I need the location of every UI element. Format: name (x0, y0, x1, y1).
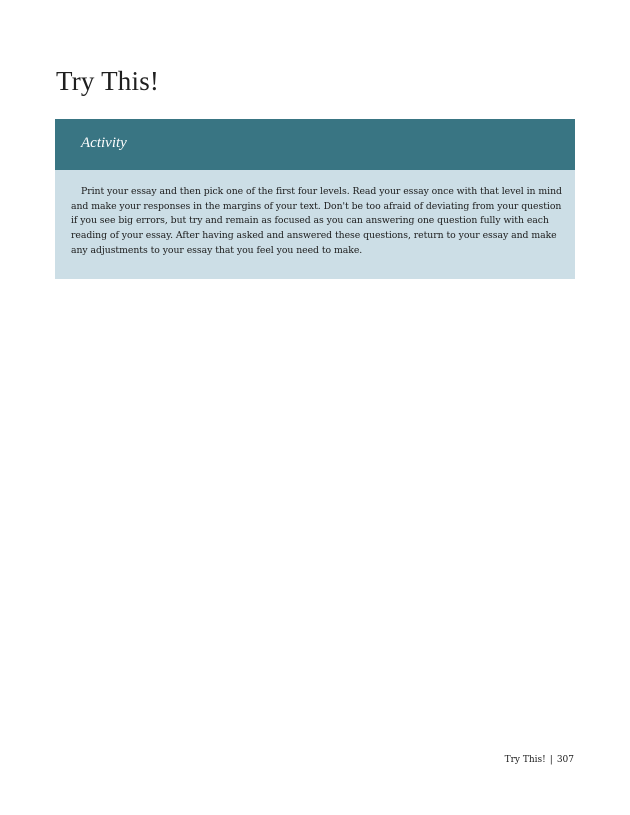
page-footer (505, 755, 574, 765)
footer-page-number: 307 (556, 755, 574, 765)
footer-separator: | (549, 755, 553, 765)
activity-header (55, 119, 575, 170)
footer-section-title: Try This! (504, 755, 546, 765)
activity-header-label: Activity (81, 135, 127, 151)
activity-body-text: Print your essay and then pick one of the first four levels. Read your essay once with that level in mind and make your responses in the margins of your text. Don't be too afraid of deviating from your question if you see big errors, but try and remain as focused as you can answering one question fully with each reading of your essay. After having asked and answered these questions, return to your essay and make any adjustments to your essay that you feel you need to make. (71, 186, 562, 256)
page-title: Try This! (56, 66, 160, 96)
activity-box (55, 119, 575, 279)
